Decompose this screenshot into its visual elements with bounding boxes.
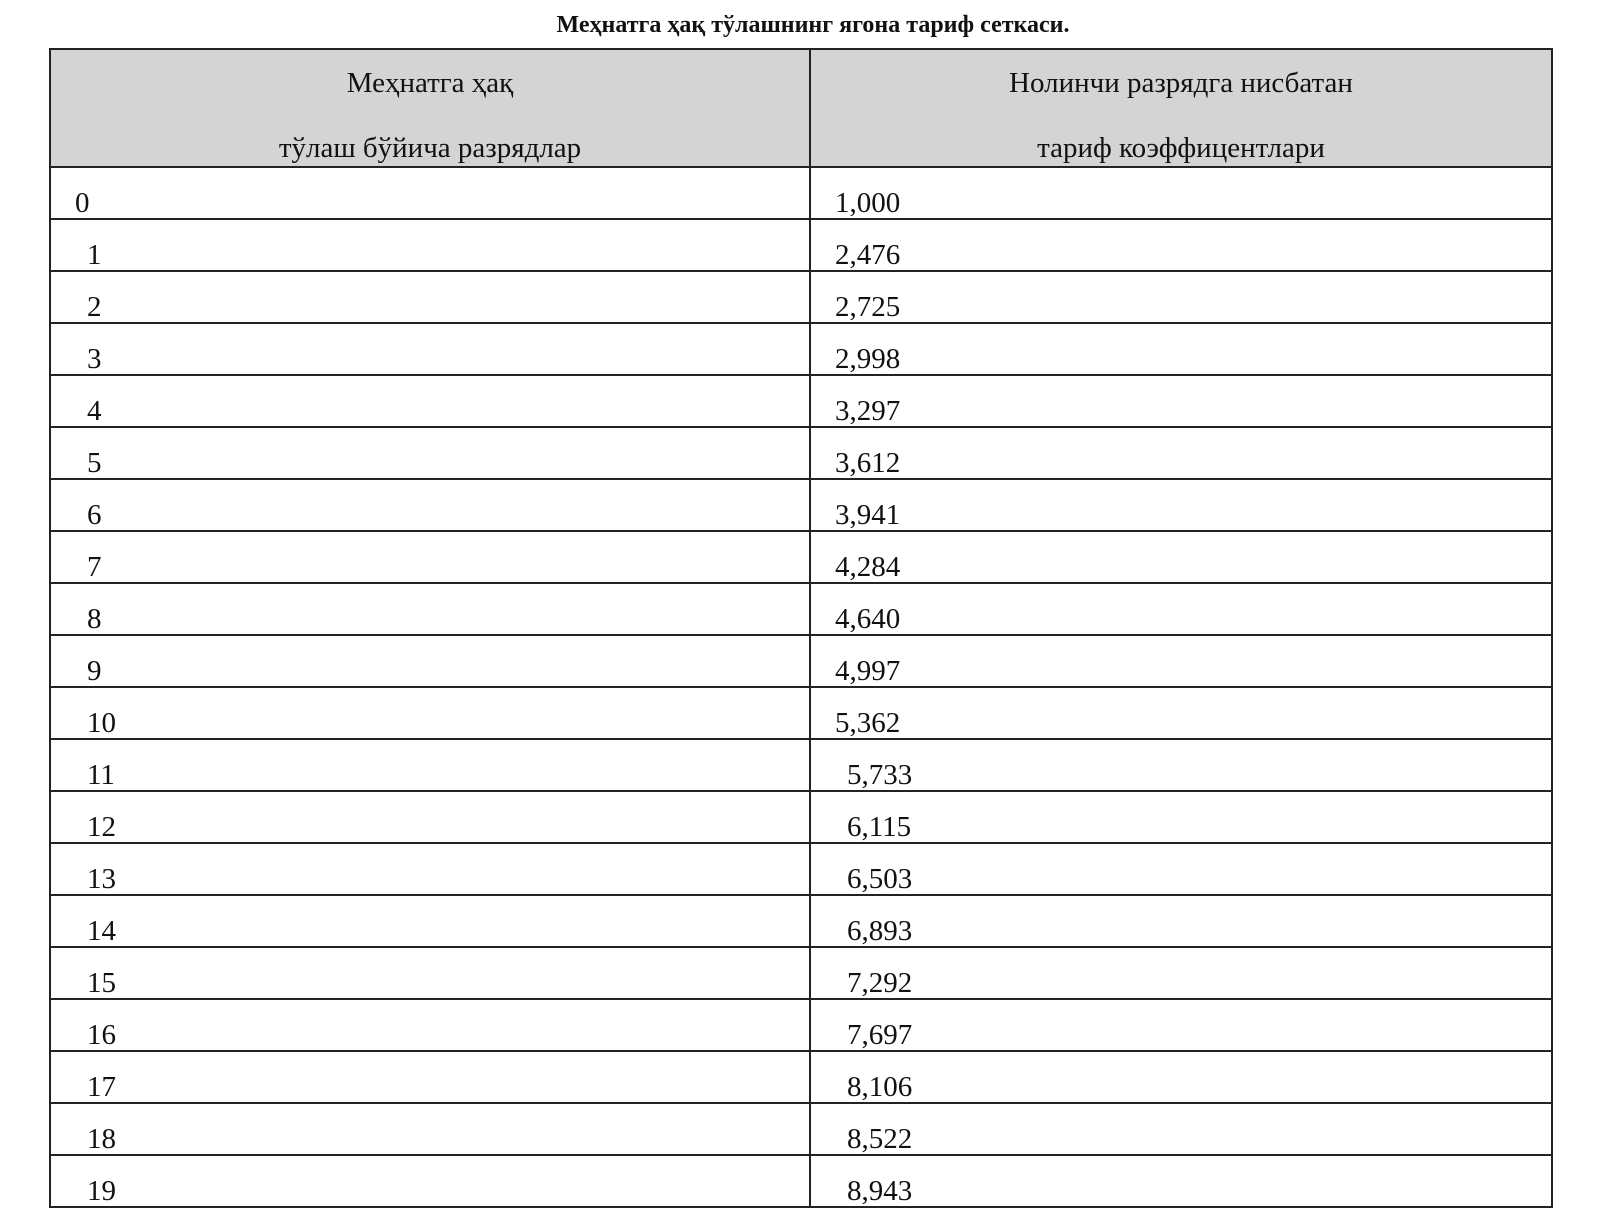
grade-value: 16 (87, 1019, 116, 1051)
coefficient-value: 2,998 (835, 343, 901, 375)
coefficient-value: 6,115 (847, 811, 912, 843)
coefficient-cell (810, 739, 1552, 791)
coefficient-value: 8,106 (847, 1071, 913, 1103)
grade-value: 6 (87, 499, 102, 531)
table-row (50, 583, 1552, 635)
grade-value: 17 (87, 1071, 116, 1103)
coefficient-value: 5,733 (847, 759, 913, 791)
column-header-grade (50, 49, 810, 167)
table-row (50, 895, 1552, 947)
coefficient-cell (810, 895, 1552, 947)
coefficient-value: 6,893 (847, 915, 913, 947)
grade-cell (50, 271, 810, 323)
grade-value: 5 (87, 447, 102, 479)
coefficient-cell (810, 583, 1552, 635)
grade-cell (50, 843, 810, 895)
grade-cell (50, 791, 810, 843)
grade-value: 0 (75, 187, 90, 219)
grade-value: 18 (87, 1123, 116, 1155)
grade-value: 3 (87, 343, 102, 375)
coefficient-cell (810, 1103, 1552, 1155)
table-row (50, 427, 1552, 479)
grade-value: 1 (87, 239, 102, 271)
coefficient-cell (810, 219, 1552, 271)
column-header-grade-line2: тўлаш бўйича разрядлар (278, 132, 582, 164)
coefficient-value: 2,725 (835, 291, 901, 323)
tariff-grid-table (49, 48, 1553, 1208)
coefficient-value: 4,284 (835, 551, 901, 583)
grade-value: 9 (87, 655, 102, 687)
grade-cell (50, 687, 810, 739)
grade-cell (50, 947, 810, 999)
coefficient-value: 7,697 (847, 1019, 913, 1051)
coefficient-value: 3,941 (835, 499, 901, 531)
grade-value: 4 (87, 395, 102, 427)
table-row (50, 375, 1552, 427)
grade-cell (50, 427, 810, 479)
grade-cell (50, 999, 810, 1051)
table-row (50, 687, 1552, 739)
table-header-row (50, 49, 1552, 167)
table-row (50, 635, 1552, 687)
coefficient-cell (810, 999, 1552, 1051)
table-row (50, 271, 1552, 323)
coefficient-value: 5,362 (835, 707, 901, 739)
table-row (50, 791, 1552, 843)
grade-value: 10 (87, 707, 116, 739)
coefficient-cell (810, 479, 1552, 531)
coefficient-cell (810, 271, 1552, 323)
coefficient-cell (810, 427, 1552, 479)
table-row (50, 219, 1552, 271)
coefficient-value: 3,297 (835, 395, 901, 427)
coefficient-value: 1,000 (835, 187, 901, 219)
table-row (50, 999, 1552, 1051)
table-row (50, 167, 1552, 219)
table-row (50, 843, 1552, 895)
grade-value: 14 (87, 915, 116, 947)
coefficient-cell (810, 1051, 1552, 1103)
coefficient-cell (810, 687, 1552, 739)
table-body (50, 167, 1552, 1207)
grade-value: 19 (87, 1175, 116, 1207)
document-title: Меҳнатга ҳақ тўлашнинг ягона тариф сеткаси. (556, 12, 1070, 38)
coefficient-value: 8,522 (847, 1123, 913, 1155)
grade-value: 7 (87, 551, 102, 583)
coefficient-value: 7,292 (847, 967, 913, 999)
grade-cell (50, 219, 810, 271)
table-row (50, 1155, 1552, 1207)
coefficient-cell (810, 1155, 1552, 1207)
column-header-coefficient-line2: тариф коэффицентлари (1037, 132, 1325, 164)
grade-cell (50, 635, 810, 687)
table-row (50, 739, 1552, 791)
coefficient-cell (810, 635, 1552, 687)
grade-cell (50, 1103, 810, 1155)
coefficient-value: 4,640 (835, 603, 901, 635)
coefficient-cell (810, 375, 1552, 427)
grade-cell (50, 375, 810, 427)
grade-value: 15 (87, 967, 116, 999)
grade-cell (50, 167, 810, 219)
coefficient-cell (810, 323, 1552, 375)
grade-cell (50, 531, 810, 583)
coefficient-value: 4,997 (835, 655, 901, 687)
grade-value: 11 (87, 759, 115, 791)
grade-value: 12 (87, 811, 116, 843)
coefficient-cell (810, 947, 1552, 999)
grade-cell (50, 479, 810, 531)
grade-value: 8 (87, 603, 102, 635)
column-header-coefficient (810, 49, 1552, 167)
grade-cell (50, 583, 810, 635)
grade-cell (50, 1155, 810, 1207)
table-row (50, 1103, 1552, 1155)
grade-value: 13 (87, 863, 116, 895)
table-row (50, 947, 1552, 999)
column-header-grade-line1: Меҳнатга ҳақ (346, 67, 514, 99)
grade-cell (50, 1051, 810, 1103)
grade-cell (50, 895, 810, 947)
grade-cell (50, 323, 810, 375)
coefficient-value: 8,943 (847, 1175, 913, 1207)
table-row (50, 479, 1552, 531)
grade-cell (50, 739, 810, 791)
grade-value: 2 (87, 291, 102, 323)
table-row (50, 1051, 1552, 1103)
table-row (50, 531, 1552, 583)
coefficient-cell (810, 791, 1552, 843)
column-header-coefficient-line1: Нолинчи разрядга нисбатан (1009, 67, 1353, 99)
coefficient-value: 3,612 (835, 447, 901, 479)
coefficient-value: 2,476 (835, 239, 901, 271)
coefficient-value: 6,503 (847, 863, 913, 895)
coefficient-cell (810, 167, 1552, 219)
coefficient-cell (810, 843, 1552, 895)
coefficient-cell (810, 531, 1552, 583)
table-row (50, 323, 1552, 375)
